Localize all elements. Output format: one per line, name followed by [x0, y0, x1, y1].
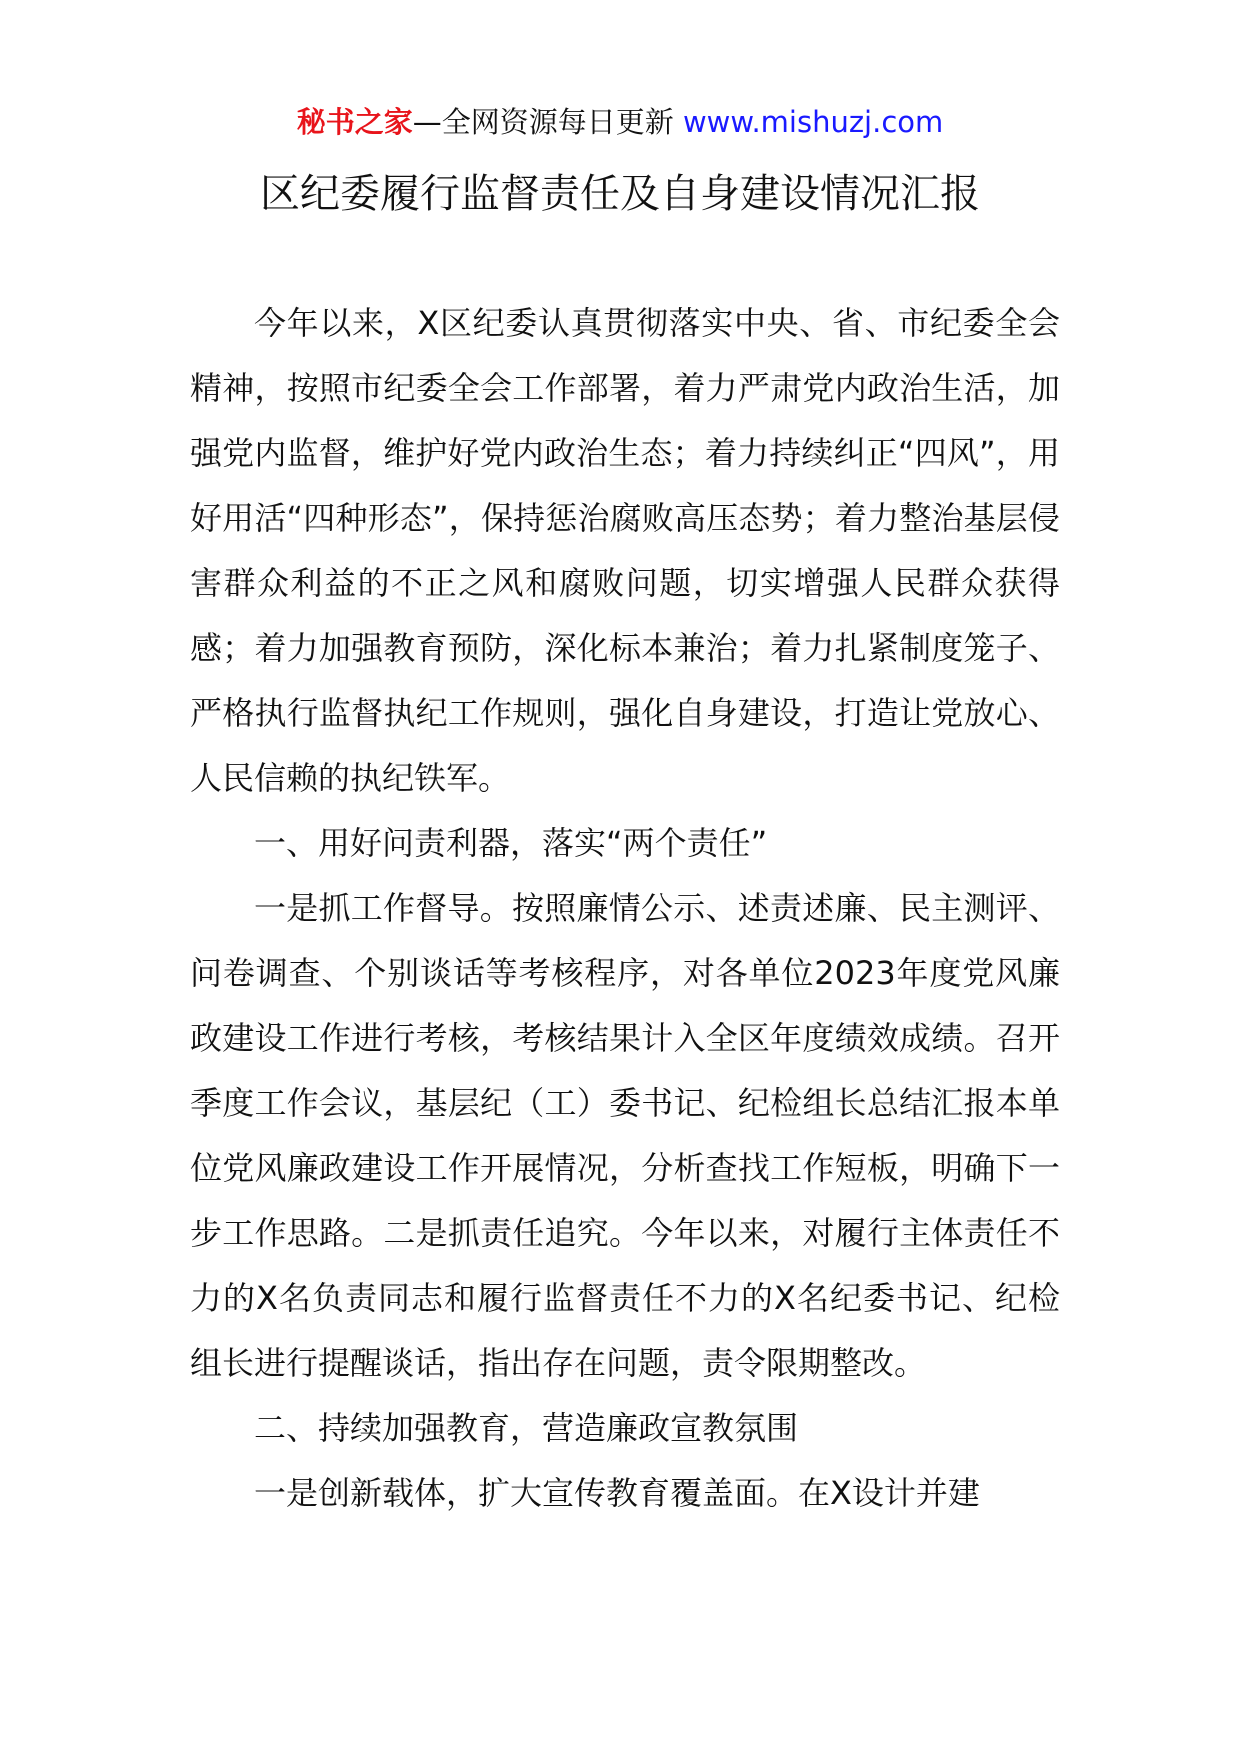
intro-paragraph: 今年以来，X区纪委认真贯彻落实中央、省、市纪委全会精神，按照市纪委全会工作部署，着力严肃党内政治生活，加强党内监督，维护好党内政治生态；着力持续纠正“四风”，用好用活“四种形态”，保持惩治腐败高压态势；着力整治基层侵害群众利益的不正之风和腐败问题，切实增强人民群众获得感；着力加强教育预防，深化标本兼治；着力扎紧制度笼子、严格执行监督执纪工作规则，强化自身建设，打造让党放心、人民信赖的执纪铁军。 — [190, 304, 1060, 797]
section-1-paragraph: 一是抓工作督导。按照廉情公示、述责述廉、民主测评、问卷调查、个别谈话等考核程序，对各单位2023年度党风廉政建设工作进行考核，考核结果计入全区年度绩效成绩。召开季度工作会议，基层纪（工）委书记、纪检组长总结汇报本单位党风廉政建设工作开展情况，分析查找工作短板，明确下一步工作思路。二是抓责任追究。今年以来，对履行主体责任不力的X名负责同志和履行监督责任不力的X名纪委书记、纪检组长进行提醒谈话，指出存在问题，责令限期整改。 — [190, 889, 1060, 1382]
brand-name: 秘书之家 — [296, 105, 413, 139]
site-header — [0, 102, 1240, 142]
section-2-paragraph: 一是创新载体，扩大宣传教育覆盖面。在X设计并建 — [254, 1474, 980, 1512]
site-url-link[interactable]: www.mishuzj.com — [682, 105, 944, 139]
site-slogan: —全网资源每日更新 — [412, 105, 683, 139]
document-title: 区纪委履行监督责任及自身建设情况汇报 — [260, 171, 980, 217]
section-heading-2: 二、持续加强教育，营造廉政宣教氛围 — [254, 1409, 799, 1447]
document-body — [190, 291, 1060, 1526]
section-heading-1: 一、用好问责利器，落实“两个责任” — [254, 824, 768, 862]
